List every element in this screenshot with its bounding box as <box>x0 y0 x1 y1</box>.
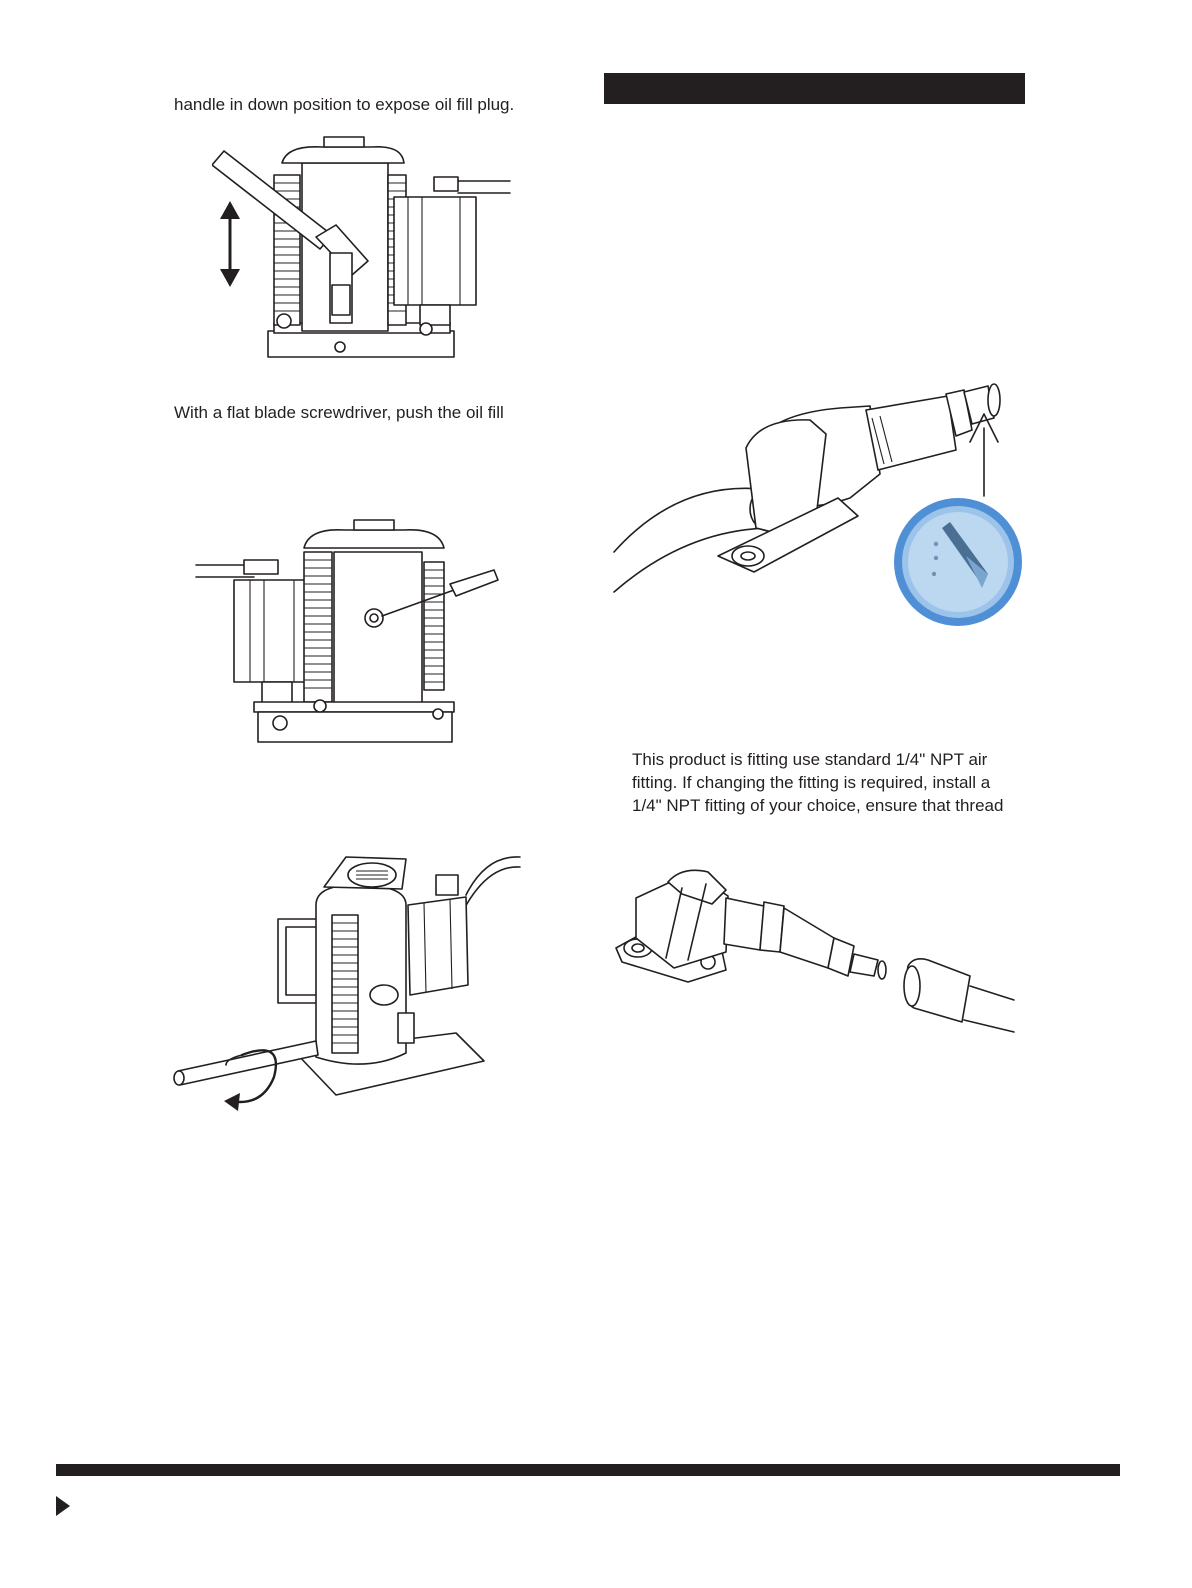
figure-npt-fitting-connection <box>608 858 1018 1038</box>
figure-air-inlet-oil-drops <box>610 378 1030 630</box>
oil-drop-badge-icon <box>894 498 1022 626</box>
step-text-screwdriver: With a flat blade screwdriver, push the oil fill <box>174 403 504 422</box>
section-header-bar <box>604 73 1025 104</box>
fitting-paragraph-line-2: fitting. If changing the fitting is required, install a <box>632 773 991 792</box>
fitting-paragraph-line-3: 1/4" NPT fitting of your choice, ensure that thread <box>632 796 1004 815</box>
figure-oil-fill-plug-screwdriver <box>194 518 504 746</box>
fitting-paragraph-line-1: This product is fitting use standard 1/4" NPT air <box>632 750 988 769</box>
figure-jack-release-valve-rotate <box>166 845 526 1113</box>
triangle-marker-icon <box>56 1496 72 1516</box>
step-text-handle-down: handle in down position to expose oil fill plug. <box>174 95 515 114</box>
figure-jack-handle-position <box>212 135 512 363</box>
footer-rule-bar <box>56 1464 1120 1476</box>
